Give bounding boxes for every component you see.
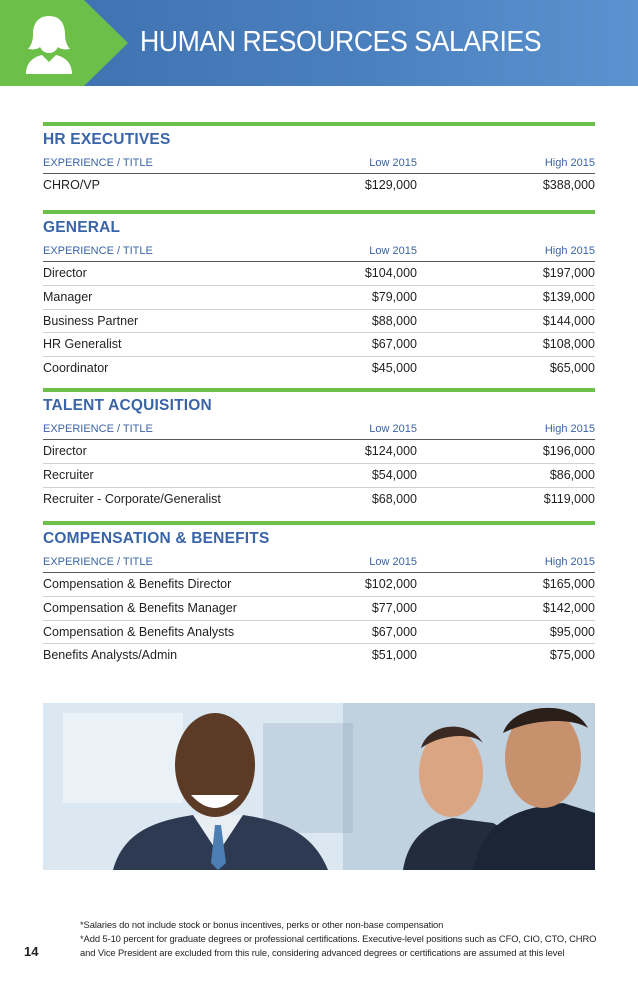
page-title: HUMAN RESOURCES SALARIES (140, 26, 542, 58)
table-row (43, 174, 595, 197)
section-title: HR EXECUTIVES (43, 131, 171, 148)
row-title: Recruiter - Corporate/Generalist (43, 491, 221, 506)
row-high: $196,000 (542, 444, 595, 458)
footnote-line: *Salaries do not include stock or bonus incentives, perks or other non-base compensation (80, 919, 444, 930)
column-header-title: EXPERIENCE / TITLE (43, 157, 153, 169)
section-divider (43, 210, 595, 214)
section-compensation-benefits (43, 521, 595, 667)
footnote-line: *Add 5-10 percent for graduate degrees or professional certifications. Executive-level positions such as CFO, CIO, CTO, CHRO (80, 933, 597, 944)
page-number: 14 (24, 944, 39, 959)
section-title: COMPENSATION & BENEFITS (43, 530, 270, 547)
section-title: TALENT ACQUISITION (43, 397, 212, 414)
column-header-low: Low 2015 (369, 556, 417, 568)
row-high: $139,000 (542, 289, 595, 304)
table-row (43, 357, 595, 380)
section-title: GENERAL (43, 219, 121, 236)
row-low: $124,000 (364, 444, 417, 458)
column-header-high: High 2015 (544, 157, 595, 169)
row-low: $88,000 (371, 313, 417, 328)
row-high: $108,000 (542, 337, 595, 352)
table-row (43, 644, 595, 667)
row-title: Recruiter (43, 467, 94, 482)
row-low: $67,000 (371, 624, 417, 639)
table-row (43, 621, 595, 645)
column-header-low: Low 2015 (369, 157, 417, 169)
table-header-row (43, 153, 595, 174)
column-header-title: EXPERIENCE / TITLE (43, 245, 153, 257)
row-low: $68,000 (371, 491, 417, 506)
row-low: $45,000 (371, 361, 417, 376)
row-high: $388,000 (542, 178, 595, 192)
row-high: $144,000 (542, 313, 595, 328)
table-row (43, 333, 595, 357)
table-header-row (43, 419, 595, 440)
table-header-row (43, 552, 595, 573)
row-high: $75,000 (549, 648, 595, 663)
column-header-high: High 2015 (544, 423, 595, 435)
table-header-row (43, 241, 595, 262)
row-title: Compensation & Benefits Analysts (43, 624, 235, 639)
row-low: $54,000 (371, 467, 417, 482)
table-row (43, 286, 595, 310)
row-title: Manager (43, 289, 93, 304)
row-high: $95,000 (549, 624, 595, 639)
footnote-line: and Vice President are excluded from this rule, considering advanced degrees or certifications are assumed at this level (80, 947, 565, 958)
table-row (43, 573, 595, 597)
row-title: Director (43, 266, 87, 280)
section-divider (43, 521, 595, 525)
column-header-low: Low 2015 (369, 423, 417, 435)
row-high: $65,000 (549, 361, 595, 376)
section-divider (43, 122, 595, 126)
row-high: $86,000 (549, 467, 595, 482)
row-low: $79,000 (371, 289, 417, 304)
section-hr-executives (43, 122, 595, 197)
row-title: Coordinator (43, 361, 109, 376)
row-title: Compensation & Benefits Director (43, 577, 232, 591)
column-header-title: EXPERIENCE / TITLE (43, 556, 153, 568)
section-divider (43, 388, 595, 392)
photo-illustration (43, 703, 595, 870)
row-title: CHRO/VP (43, 178, 100, 192)
row-title: Director (43, 444, 87, 458)
row-low: $77,000 (371, 600, 417, 615)
table-row (43, 488, 595, 511)
table-row (43, 262, 595, 286)
business-meeting-photo (43, 703, 595, 870)
woman-silhouette-icon (20, 12, 78, 74)
row-low: $102,000 (364, 577, 417, 591)
row-title: Benefits Analysts/Admin (43, 648, 178, 663)
row-low: $104,000 (364, 266, 417, 280)
section-talent-acquisition (43, 388, 595, 510)
column-header-high: High 2015 (544, 245, 595, 257)
column-header-high: High 2015 (544, 556, 595, 568)
table-row (43, 440, 595, 464)
table-row (43, 464, 595, 488)
table-row (43, 310, 595, 334)
row-high: $142,000 (542, 600, 595, 615)
row-title: Compensation & Benefits Manager (43, 600, 237, 615)
row-title: Business Partner (43, 313, 139, 328)
column-header-low: Low 2015 (369, 245, 417, 257)
row-high: $165,000 (542, 577, 595, 591)
row-high: $197,000 (542, 266, 595, 280)
row-low: $67,000 (371, 337, 417, 352)
row-title: HR Generalist (43, 337, 122, 352)
row-low: $129,000 (364, 178, 417, 192)
footnotes (80, 918, 610, 960)
table-row (43, 597, 595, 621)
column-header-title: EXPERIENCE / TITLE (43, 423, 153, 435)
row-low: $51,000 (371, 648, 417, 663)
section-general (43, 210, 595, 380)
row-high: $119,000 (543, 491, 595, 506)
